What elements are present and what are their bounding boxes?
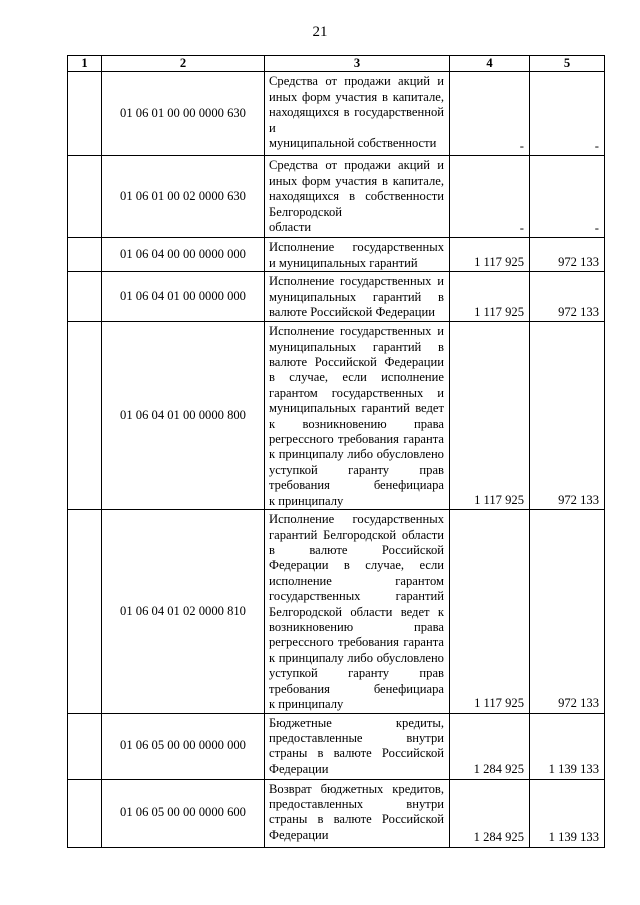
description-line: Исполнение государственных — [269, 274, 432, 289]
table-row — [68, 779, 605, 847]
description-line: регрессного требования — [269, 635, 399, 650]
description-cell — [265, 713, 450, 779]
description-line: Федерации — [269, 761, 329, 776]
budget-code-cell: 01 06 01 00 02 0000 630 — [102, 156, 265, 238]
table-row — [68, 713, 605, 779]
description-line: капитале, находящихся в — [269, 89, 444, 120]
column-header: 5 — [530, 56, 605, 72]
table-row — [68, 272, 605, 322]
description-line: к принципалу — [269, 493, 344, 508]
table-row — [68, 238, 605, 272]
table-body — [68, 72, 605, 847]
column-header: 3 — [265, 56, 450, 72]
description-line: Средства от продажи акций и — [269, 158, 444, 173]
budget-code-cell: 01 06 05 00 00 0000 000 — [102, 713, 265, 779]
description-line: государственных гарантий — [269, 589, 444, 604]
description-line: регрессного требования — [269, 432, 399, 447]
budget-code-cell: 01 06 01 00 00 0000 630 — [102, 72, 265, 156]
description-line: государственной и — [269, 105, 444, 135]
row-number-cell — [68, 322, 102, 510]
page-number: 21 — [312, 24, 328, 40]
description-cell — [265, 510, 450, 713]
row-number-cell — [68, 713, 102, 779]
amount-cell-col5: 972 133 — [530, 510, 605, 713]
budget-sources-table — [67, 55, 605, 848]
amount-cell-col4: 1 117 925 — [450, 238, 530, 272]
amount-cell-col4: 1 117 925 — [450, 322, 530, 510]
description-line: собственности Белгородской — [269, 189, 444, 219]
amount-cell-col5: - — [530, 156, 605, 238]
budget-code-cell: 01 06 04 01 00 0000 000 — [102, 272, 265, 322]
description-line: и муниципальных гарантий — [269, 255, 418, 270]
description-line: предоставленные внутри — [269, 730, 444, 745]
description-line: страны в валюте Российской — [269, 746, 444, 761]
description-line: ведет к возникновению права — [269, 401, 444, 431]
column-header: 4 — [450, 56, 530, 72]
amount-cell-col4: 1 117 925 — [450, 510, 530, 713]
description-line: прав требования бенефициара — [269, 462, 444, 493]
description-line: Федерации — [269, 827, 329, 842]
table-row — [68, 510, 605, 713]
row-number-cell — [68, 779, 102, 847]
description-line: возникновению права — [269, 620, 444, 635]
description-line: к принципалу — [269, 697, 344, 712]
description-cell — [265, 238, 450, 272]
description-line: гаранта к принципалу либо — [269, 635, 444, 665]
description-line: Средства от продажи акций и — [269, 74, 444, 89]
amount-cell-col5: 1 139 133 — [530, 713, 605, 779]
description-line: Исполнение государственных — [269, 324, 432, 339]
description-cell — [265, 156, 450, 238]
description-line: иных форм участия в — [269, 89, 388, 104]
description-line: Возврат бюджетных кредитов, — [269, 781, 444, 796]
description-line: капитале, находящихся в — [269, 173, 444, 204]
description-line: муниципальной собственности — [269, 136, 437, 151]
description-line: Федерации в случае, если — [269, 558, 444, 573]
amount-cell-col5: 972 133 — [530, 272, 605, 322]
row-number-cell — [68, 156, 102, 238]
description-line: обусловлено уступкой гаранту — [269, 650, 444, 681]
table-row — [68, 156, 605, 238]
description-line: прав требования бенефициара — [269, 666, 444, 696]
amount-cell-col4: 1 284 925 — [450, 713, 530, 779]
row-number-cell — [68, 238, 102, 272]
amount-cell-col5: 1 139 133 — [530, 779, 605, 847]
description-line: Белгородской области ведет к — [269, 604, 444, 619]
amount-cell-col4: 1 284 925 — [450, 779, 530, 847]
description-line: и муниципальных гарантий в — [269, 274, 444, 304]
description-line: страны в валюте Российской — [269, 812, 444, 827]
row-number-cell — [68, 510, 102, 713]
column-header: 1 — [68, 56, 102, 72]
table-row — [68, 322, 605, 510]
description-cell — [265, 272, 450, 322]
row-number-cell — [68, 72, 102, 156]
amount-cell-col4: - — [450, 72, 530, 156]
description-line: гарантий Белгородской — [269, 527, 397, 542]
description-line: области в валюте Российской — [269, 527, 444, 558]
amount-cell-col5: 972 133 — [530, 238, 605, 272]
description-cell — [265, 72, 450, 156]
column-header: 2 — [102, 56, 265, 72]
description-line: предоставленных внутри — [269, 796, 444, 811]
description-line: Исполнение государственных — [269, 240, 444, 255]
description-line: области — [269, 220, 312, 235]
description-line: валюте Российской Федерации — [269, 355, 444, 370]
row-number-cell — [68, 272, 102, 322]
description-line: валюте Российской Федерации — [269, 305, 435, 320]
description-line: муниципальных гарантий — [269, 401, 410, 416]
description-line: и муниципальных гарантий в — [269, 324, 444, 354]
description-line: гарантом государственных и — [269, 385, 444, 400]
description-line: гаранта к принципалу либо — [269, 432, 444, 462]
description-cell — [265, 322, 450, 510]
amount-cell-col4: - — [450, 156, 530, 238]
table-row — [68, 72, 605, 156]
description-line: исполнение гарантом — [269, 573, 444, 588]
amount-cell-col5: 972 133 — [530, 322, 605, 510]
description-line: иных форм участия в — [269, 173, 388, 188]
table-header-row — [68, 56, 605, 72]
budget-code-cell: 01 06 05 00 00 0000 600 — [102, 779, 265, 847]
budget-code-cell: 01 06 04 01 02 0000 810 — [102, 510, 265, 713]
description-line: Исполнение государственных — [269, 512, 444, 527]
amount-cell-col4: 1 117 925 — [450, 272, 530, 322]
budget-code-cell: 01 06 04 01 00 0000 800 — [102, 322, 265, 510]
budget-code-cell: 01 06 04 00 00 0000 000 — [102, 238, 265, 272]
amount-cell-col5: - — [530, 72, 605, 156]
description-line: обусловлено уступкой гаранту — [269, 447, 444, 477]
description-line: в случае, если исполнение — [269, 370, 444, 385]
description-cell — [265, 779, 450, 847]
description-line: Бюджетные кредиты, — [269, 715, 444, 730]
